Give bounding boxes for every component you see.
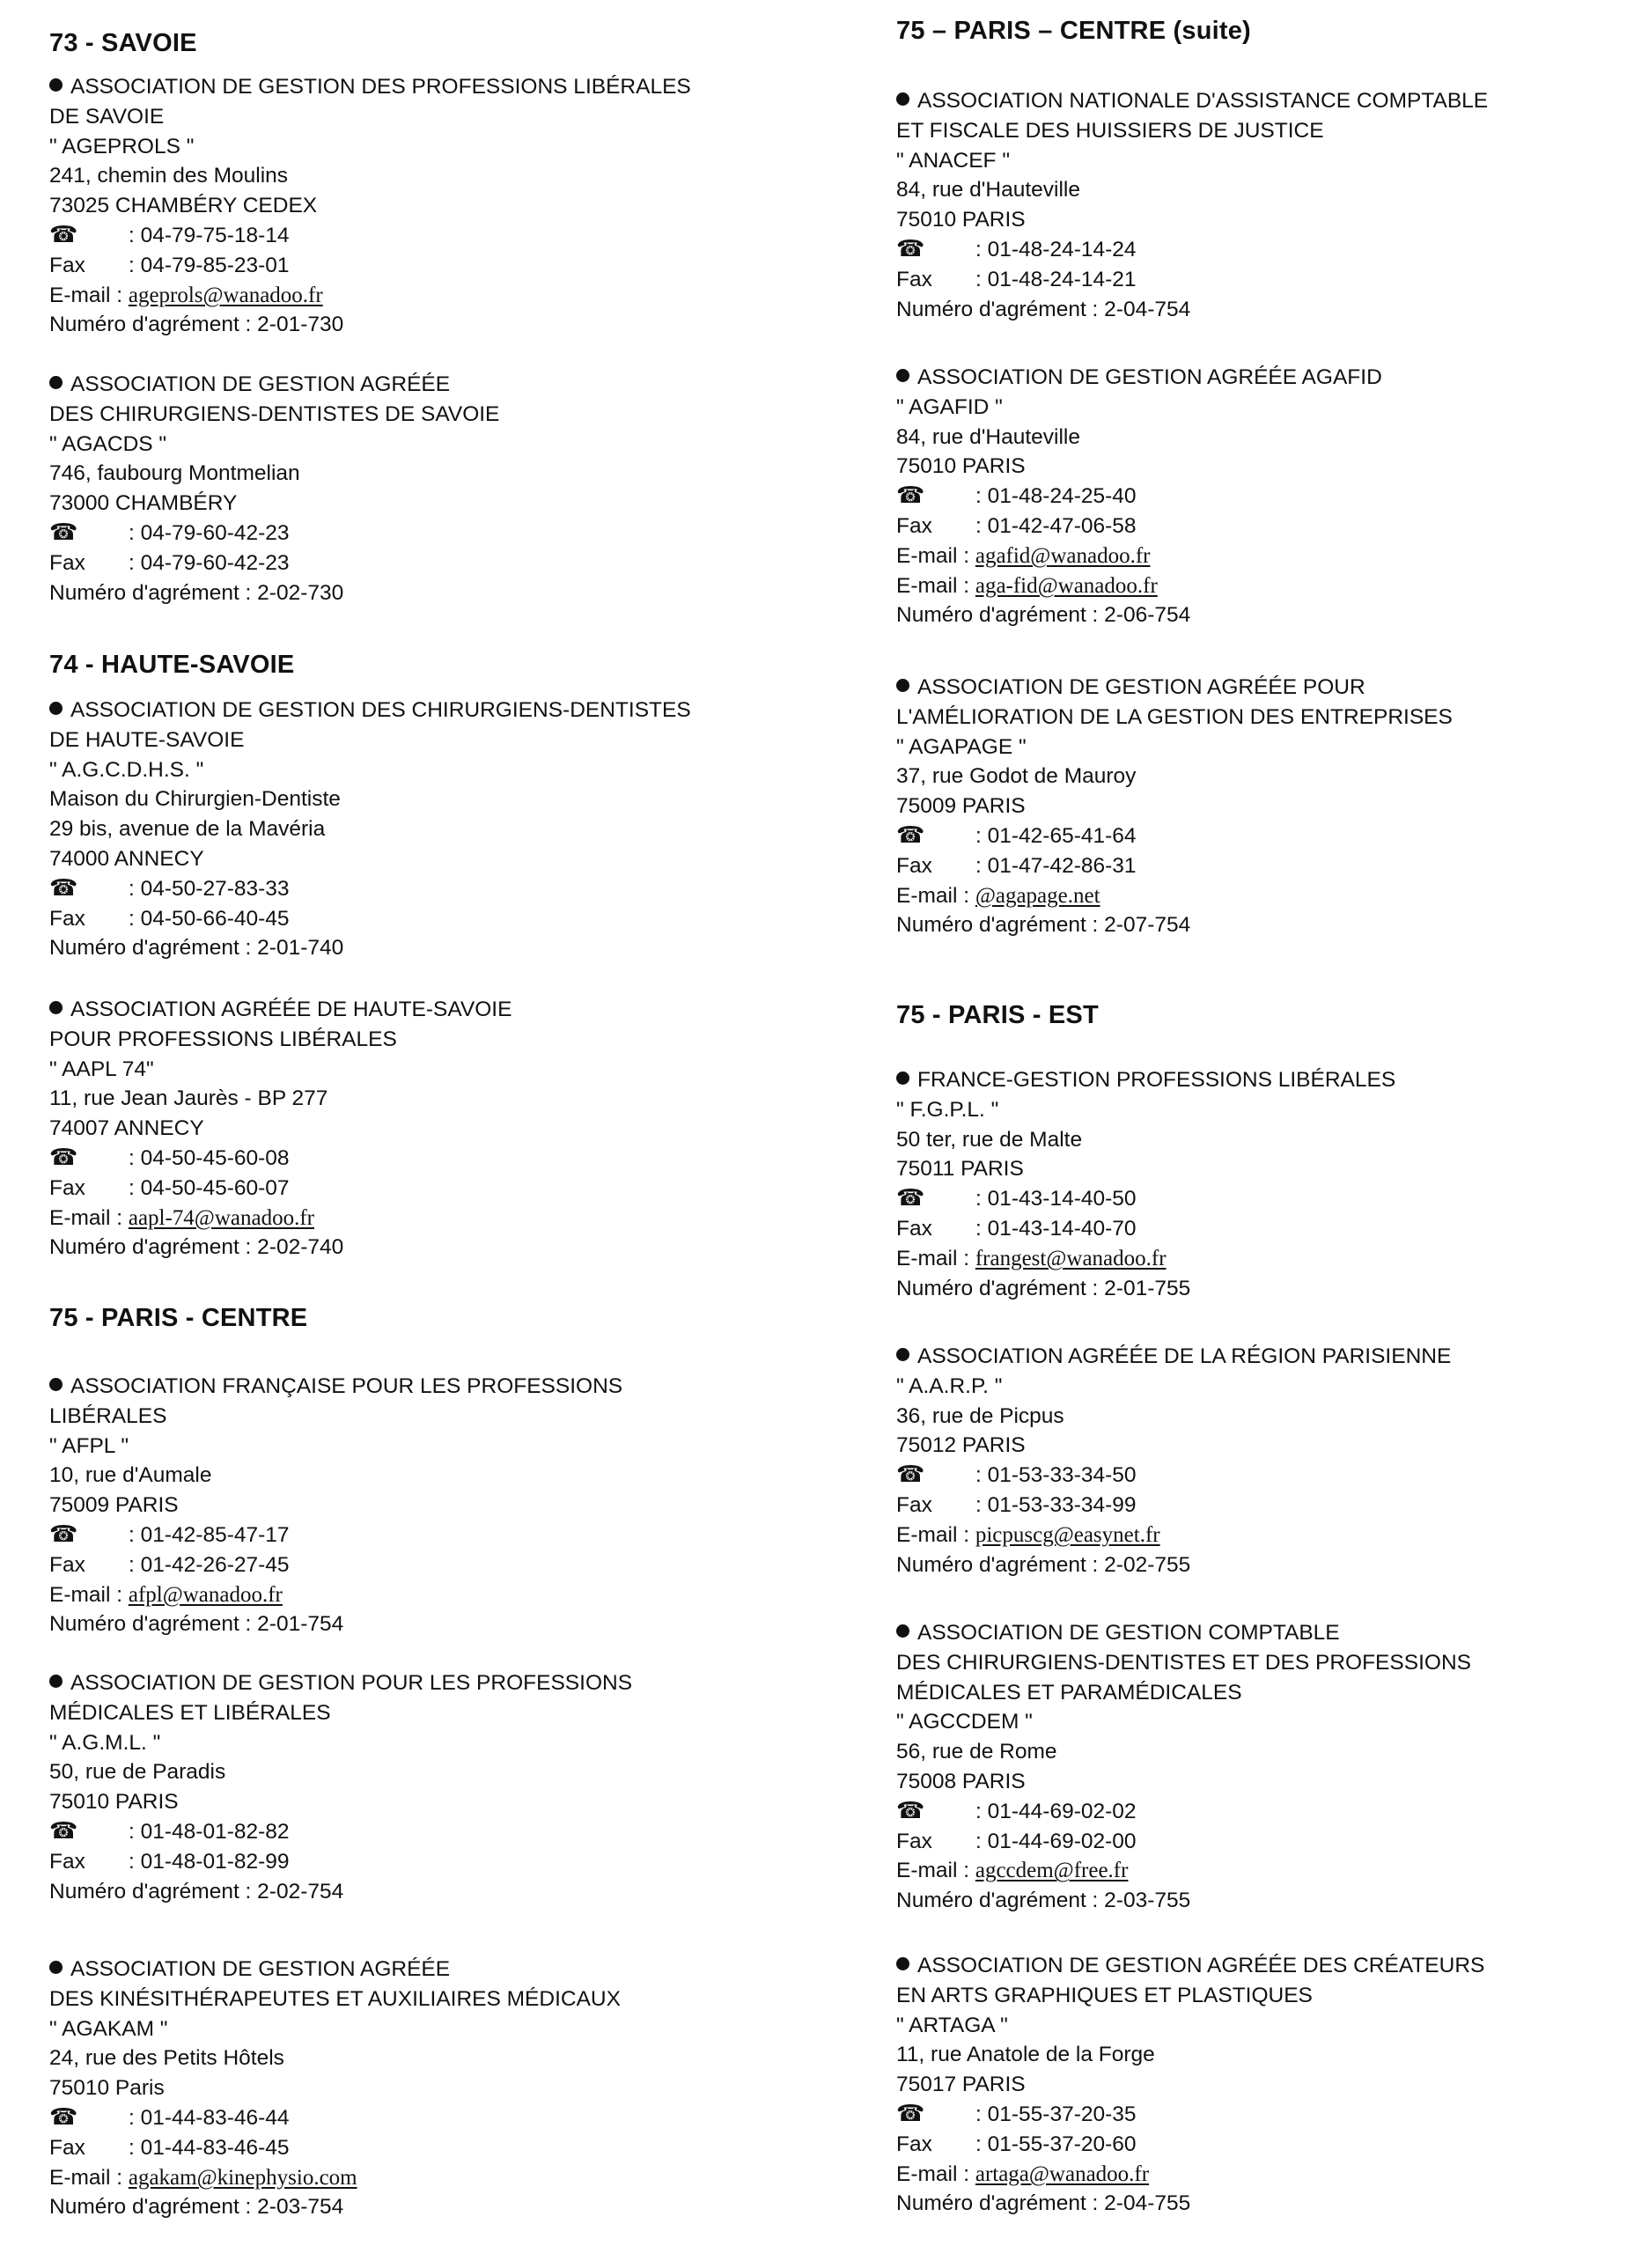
email-line: E-mail : aapl-74@wanadoo.fr bbox=[49, 1205, 314, 1230]
email-line: E-mail : afpl@wanadoo.fr bbox=[49, 1582, 283, 1607]
approval-line: Numéro d'agrément : 2-04-755 bbox=[896, 2191, 1191, 2216]
approval-number: 2-02-730 bbox=[257, 580, 344, 605]
phone-number: 04-50-45-60-08 bbox=[140, 1145, 290, 1170]
approval-line: Numéro d'agrément : 2-01-740 bbox=[49, 936, 344, 961]
entry-artaga bbox=[896, 1951, 1484, 2219]
address-line: 84, rue d'Hauteville bbox=[896, 424, 1080, 449]
bullet-icon bbox=[49, 1378, 63, 1391]
bullet-icon bbox=[896, 369, 909, 382]
entry-agacds bbox=[49, 370, 499, 608]
telephone-icon: ☎ bbox=[49, 1143, 78, 1170]
approval-number: 2-01-754 bbox=[257, 1612, 344, 1637]
approval-number: 2-07-754 bbox=[1104, 913, 1191, 938]
email-line: E-mail : agafid@wanadoo.fr bbox=[896, 543, 1151, 568]
phone-line: ☎ : 01-44-83-46-44 bbox=[49, 2102, 290, 2130]
entry-name-line: ASSOCIATION FRANÇAISE POUR LES PROFESSIONS bbox=[49, 1372, 622, 1402]
telephone-icon: ☎ bbox=[49, 518, 78, 545]
fax-line: Fax : 04-79-60-42-23 bbox=[49, 550, 290, 575]
phone-line: ☎ : 01-44-69-02-02 bbox=[896, 1796, 1137, 1823]
entry-name-line: ET FISCALE DES HUISSIERS DE JUSTICE bbox=[896, 118, 1324, 143]
phone-line: ☎ : 01-43-14-40-50 bbox=[896, 1184, 1137, 1211]
entry-name-line: ASSOCIATION NATIONALE D'ASSISTANCE COMPTABLE bbox=[896, 86, 1488, 116]
telephone-icon: ☎ bbox=[49, 2102, 78, 2130]
approval-line: Numéro d'agrément : 2-01-754 bbox=[49, 1612, 344, 1637]
telephone-icon: ☎ bbox=[896, 1796, 925, 1823]
address-line: 37, rue Godot de Mauroy bbox=[896, 764, 1137, 789]
entry-name-line: L'AMÉLIORATION DE LA GESTION DES ENTREPRISES bbox=[896, 704, 1453, 729]
phone-line: ☎ : 01-48-24-25-40 bbox=[896, 482, 1137, 509]
telephone-icon: ☎ bbox=[49, 1816, 78, 1844]
email-link[interactable]: agafid@wanadoo.fr bbox=[975, 543, 1151, 568]
entry-agafid bbox=[896, 363, 1382, 630]
entry-name-line: ASSOCIATION DE GESTION COMPTABLE bbox=[896, 1618, 1471, 1648]
email-line: E-mail : agccdem@free.fr bbox=[896, 1859, 1129, 1883]
fax-number: 01-53-33-34-99 bbox=[987, 1492, 1137, 1517]
approval-number: 2-06-754 bbox=[1104, 603, 1191, 628]
address-line: 75010 PARIS bbox=[896, 454, 1026, 479]
address-line: 73025 CHAMBÉRY CEDEX bbox=[49, 194, 318, 218]
entry-agapage bbox=[896, 673, 1453, 940]
fax-number: 01-42-26-27-45 bbox=[140, 1552, 290, 1577]
entry-acronym: " AAPL 74" bbox=[49, 1057, 154, 1081]
email-link[interactable]: agakam@kinephysio.com bbox=[128, 2165, 357, 2190]
email-link[interactable]: ageprols@wanadoo.fr bbox=[128, 283, 323, 307]
entry-name-line: LIBÉRALES bbox=[49, 1403, 167, 1428]
address-line: 75012 PARIS bbox=[896, 1433, 1026, 1458]
address-line: 50 ter, rue de Malte bbox=[896, 1127, 1083, 1152]
fax-line: Fax : 04-50-45-60-07 bbox=[49, 1175, 290, 1200]
fax-line: Fax : 04-50-66-40-45 bbox=[49, 906, 290, 931]
phone-number: 04-79-75-18-14 bbox=[140, 223, 290, 247]
approval-line: Numéro d'agrément : 2-03-754 bbox=[49, 2195, 344, 2220]
entry-acronym: " AGEPROLS " bbox=[49, 134, 195, 158]
email-link[interactable]: artaga@wanadoo.fr bbox=[975, 2161, 1150, 2186]
entry-agccdem bbox=[896, 1618, 1471, 1916]
entry-name-line: FRANCE-GESTION PROFESSIONS LIBÉRALES bbox=[896, 1065, 1395, 1095]
address-line: Maison du Chirurgien-Dentiste bbox=[49, 787, 341, 812]
fax-line: Fax : 01-47-42-86-31 bbox=[896, 853, 1137, 878]
telephone-icon: ☎ bbox=[896, 234, 925, 261]
entry-acronym: " AGAFID " bbox=[896, 394, 1003, 419]
entry-fgpl bbox=[896, 1065, 1395, 1303]
address-line: 11, rue Anatole de la Forge bbox=[896, 2043, 1155, 2067]
entry-anacef bbox=[896, 86, 1488, 324]
entry-name-line: ASSOCIATION DE GESTION POUR LES PROFESSIONS bbox=[49, 1668, 632, 1698]
fax-number: 01-44-83-46-45 bbox=[140, 2135, 290, 2160]
fax-line: Fax : 01-48-01-82-99 bbox=[49, 1849, 290, 1874]
address-line: 241, chemin des Moulins bbox=[49, 164, 289, 188]
phone-number: 01-44-83-46-44 bbox=[140, 2105, 290, 2130]
telephone-icon: ☎ bbox=[896, 2099, 925, 2126]
entry-acronym: " ANACEF " bbox=[896, 148, 1011, 173]
fax-line: Fax : 01-44-69-02-00 bbox=[896, 1829, 1137, 1853]
email-line: E-mail : picpuscg@easynet.fr bbox=[896, 1522, 1160, 1547]
phone-line: ☎ : 01-42-85-47-17 bbox=[49, 1520, 290, 1547]
approval-number: 2-01-730 bbox=[257, 313, 344, 337]
entry-name-line: ASSOCIATION AGRÉÉE DE LA RÉGION PARISIENNE bbox=[896, 1342, 1451, 1372]
address-line: 73000 CHAMBÉRY bbox=[49, 491, 238, 516]
phone-number: 04-79-60-42-23 bbox=[140, 520, 290, 545]
entry-agcdhs bbox=[49, 696, 691, 963]
fax-line: Fax : 01-42-26-27-45 bbox=[49, 1552, 290, 1577]
phone-line: ☎ : 01-48-24-14-24 bbox=[896, 234, 1137, 261]
phone-line: ☎ : 04-79-60-42-23 bbox=[49, 518, 290, 545]
address-line: 24, rue des Petits Hôtels bbox=[49, 2046, 284, 2071]
entry-name-line: ASSOCIATION DE GESTION AGRÉÉE DES CRÉATEURS bbox=[896, 1951, 1484, 1981]
entry-name-line: EN ARTS GRAPHIQUES ET PLASTIQUES bbox=[896, 1983, 1313, 2007]
entry-name-line: MÉDICALES ET PARAMÉDICALES bbox=[896, 1680, 1242, 1705]
entry-acronym: " F.G.P.L. " bbox=[896, 1097, 999, 1122]
section-heading-74: 74 - HAUTE-SAVOIE bbox=[49, 651, 295, 679]
bullet-icon bbox=[896, 1348, 909, 1361]
address-line: 29 bis, avenue de la Mavéria bbox=[49, 817, 326, 842]
address-line: 75010 PARIS bbox=[49, 1790, 179, 1815]
address-line: 75017 PARIS bbox=[896, 2073, 1026, 2097]
address-line: 74007 ANNECY bbox=[49, 1116, 204, 1141]
approval-line: Numéro d'agrément : 2-01-755 bbox=[896, 1276, 1191, 1300]
address-line: 84, rue d'Hauteville bbox=[896, 178, 1080, 202]
entry-acronym: " AGCCDEM " bbox=[896, 1710, 1033, 1734]
address-line: 75010 Paris bbox=[49, 2076, 165, 2101]
address-line: 56, rue de Rome bbox=[896, 1740, 1057, 1764]
approval-line: Numéro d'agrément : 2-02-755 bbox=[896, 1552, 1191, 1577]
email-line: E-mail : aga-fid@wanadoo.fr bbox=[896, 573, 1158, 598]
entry-acronym: " AFPL " bbox=[49, 1433, 129, 1458]
approval-number: 2-03-755 bbox=[1104, 1889, 1191, 1913]
address-line: 746, faubourg Montmelian bbox=[49, 461, 300, 486]
entry-name-line: ASSOCIATION AGRÉÉE DE HAUTE-SAVOIE bbox=[49, 995, 512, 1025]
approval-line: Numéro d'agrément : 2-04-754 bbox=[896, 297, 1191, 321]
fax-number: 04-79-85-23-01 bbox=[140, 253, 290, 277]
phone-number: 01-42-85-47-17 bbox=[140, 1522, 290, 1547]
bullet-icon bbox=[896, 1071, 909, 1085]
address-line: 74000 ANNECY bbox=[49, 846, 204, 871]
phone-line: ☎ : 04-50-45-60-08 bbox=[49, 1143, 290, 1170]
approval-line: Numéro d'agrément : 2-03-755 bbox=[896, 1889, 1191, 1913]
email-link[interactable]: aapl-74@wanadoo.fr bbox=[128, 1205, 314, 1230]
entry-acronym: " AGAKAM " bbox=[49, 2016, 168, 2041]
telephone-icon: ☎ bbox=[49, 873, 78, 901]
phone-line: ☎ : 01-48-01-82-82 bbox=[49, 1816, 290, 1844]
entry-name-line: ASSOCIATION DE GESTION DES CHIRURGIENS-DENTISTES bbox=[49, 696, 691, 725]
fax-line: Fax : 01-43-14-40-70 bbox=[896, 1216, 1137, 1241]
entry-acronym: " A.G.M.L. " bbox=[49, 1730, 161, 1755]
fax-line: Fax : 04-79-85-23-01 bbox=[49, 253, 290, 277]
telephone-icon: ☎ bbox=[49, 220, 78, 247]
address-line: 36, rue de Picpus bbox=[896, 1403, 1064, 1428]
approval-line: Numéro d'agrément : 2-07-754 bbox=[896, 913, 1191, 938]
fax-line: Fax : 01-44-83-46-45 bbox=[49, 2135, 290, 2160]
entry-name-line: ASSOCIATION DE GESTION AGRÉÉE bbox=[49, 370, 499, 400]
entry-name-line: MÉDICALES ET LIBÉRALES bbox=[49, 1700, 331, 1725]
approval-line: Numéro d'agrément : 2-01-730 bbox=[49, 313, 344, 337]
fax-number: 01-47-42-86-31 bbox=[987, 853, 1137, 878]
entry-afpl bbox=[49, 1372, 622, 1639]
telephone-icon: ☎ bbox=[896, 1461, 925, 1488]
address-line: 75009 PARIS bbox=[896, 794, 1026, 819]
entry-aarp bbox=[896, 1342, 1451, 1580]
phone-line: ☎ : 04-50-27-83-33 bbox=[49, 873, 290, 901]
entry-agml bbox=[49, 1668, 632, 1906]
fax-number: 01-48-24-14-21 bbox=[987, 267, 1137, 291]
fax-number: 04-50-45-60-07 bbox=[140, 1175, 290, 1200]
entry-name-line: DES CHIRURGIENS-DENTISTES DE SAVOIE bbox=[49, 401, 500, 426]
approval-number: 2-03-754 bbox=[257, 2195, 344, 2220]
fax-number: 01-55-37-20-60 bbox=[987, 2132, 1137, 2156]
phone-number: 01-44-69-02-02 bbox=[987, 1799, 1137, 1823]
entry-acronym: " ARTAGA " bbox=[896, 2013, 1008, 2037]
entry-name-line: DES CHIRURGIENS-DENTISTES ET DES PROFESSIONS bbox=[896, 1650, 1471, 1675]
approval-number: 2-04-754 bbox=[1104, 297, 1191, 321]
phone-line: ☎ : 01-42-65-41-64 bbox=[896, 821, 1137, 848]
email-line: E-mail : @agapage.net bbox=[896, 883, 1100, 908]
section-heading-73: 73 - SAVOIE bbox=[49, 29, 197, 57]
email-line: E-mail : frangest@wanadoo.fr bbox=[896, 1246, 1167, 1270]
email-link[interactable]: agccdem@free.fr bbox=[975, 1859, 1129, 1883]
approval-number: 2-02-755 bbox=[1104, 1552, 1191, 1577]
bullet-icon bbox=[49, 1675, 63, 1688]
approval-number: 2-02-754 bbox=[257, 1879, 344, 1904]
phone-line: ☎ : 01-55-37-20-35 bbox=[896, 2099, 1137, 2126]
phone-number: 01-43-14-40-50 bbox=[987, 1187, 1137, 1211]
telephone-icon: ☎ bbox=[896, 821, 925, 848]
fax-line: Fax : 01-42-47-06-58 bbox=[896, 513, 1137, 538]
approval-number: 2-01-740 bbox=[257, 936, 344, 961]
section-heading-75-est: 75 - PARIS - EST bbox=[896, 1001, 1099, 1029]
entry-name-line: DES KINÉSITHÉRAPEUTES ET AUXILIAIRES MÉDICAUX bbox=[49, 1986, 621, 2011]
approval-line: Numéro d'agrément : 2-02-730 bbox=[49, 580, 344, 605]
address-line: 50, rue de Paradis bbox=[49, 1760, 226, 1785]
phone-number: 04-50-27-83-33 bbox=[140, 876, 290, 901]
entry-acronym: " A.G.C.D.H.S. " bbox=[49, 757, 204, 782]
entry-ageprols bbox=[49, 72, 691, 340]
section-heading-75-centre-suite: 75 – PARIS – CENTRE (suite) bbox=[896, 17, 1251, 45]
entry-name-line: DE SAVOIE bbox=[49, 104, 165, 129]
entry-name-line: ASSOCIATION DE GESTION AGRÉÉE AGAFID bbox=[896, 363, 1382, 393]
email-line: E-mail : artaga@wanadoo.fr bbox=[896, 2161, 1150, 2186]
fax-number: 04-50-66-40-45 bbox=[140, 906, 290, 931]
entry-agakam bbox=[49, 1955, 621, 2222]
email-link[interactable]: @agapage.net bbox=[975, 883, 1100, 908]
fax-line: Fax : 01-53-33-34-99 bbox=[896, 1492, 1137, 1517]
address-line: 75009 PARIS bbox=[49, 1493, 179, 1518]
address-line: 11, rue Jean Jaurès - BP 277 bbox=[49, 1086, 328, 1111]
address-line: 10, rue d'Aumale bbox=[49, 1463, 212, 1488]
email-line: E-mail : ageprols@wanadoo.fr bbox=[49, 283, 323, 307]
fax-line: Fax : 01-55-37-20-60 bbox=[896, 2132, 1137, 2156]
email-line: E-mail : agakam@kinephysio.com bbox=[49, 2165, 357, 2190]
approval-line: Numéro d'agrément : 2-02-740 bbox=[49, 1235, 344, 1260]
email-link-secondary[interactable]: aga-fid@wanadoo.fr bbox=[975, 573, 1158, 598]
address-line: 75008 PARIS bbox=[896, 1769, 1026, 1793]
fax-number: 01-43-14-40-70 bbox=[987, 1216, 1137, 1241]
fax-number: 01-44-69-02-00 bbox=[987, 1829, 1137, 1853]
phone-number: 01-55-37-20-35 bbox=[987, 2102, 1137, 2126]
phone-number: 01-48-01-82-82 bbox=[140, 1819, 290, 1844]
phone-number: 01-42-65-41-64 bbox=[987, 823, 1137, 848]
bullet-icon bbox=[49, 78, 63, 92]
approval-number: 2-04-755 bbox=[1104, 2191, 1191, 2216]
fax-number: 01-42-47-06-58 bbox=[987, 513, 1137, 538]
email-link[interactable]: frangest@wanadoo.fr bbox=[975, 1246, 1167, 1270]
phone-number: 01-48-24-25-40 bbox=[987, 484, 1137, 509]
entry-name-line: ASSOCIATION DE GESTION DES PROFESSIONS LIBÉRALES bbox=[49, 72, 691, 102]
bullet-icon bbox=[49, 376, 63, 389]
bullet-icon bbox=[49, 702, 63, 715]
entry-name-line: DE HAUTE-SAVOIE bbox=[49, 727, 245, 752]
bullet-icon bbox=[896, 1624, 909, 1638]
bullet-icon bbox=[896, 92, 909, 106]
entry-name-line: ASSOCIATION DE GESTION AGRÉÉE POUR bbox=[896, 673, 1453, 703]
email-link[interactable]: picpuscg@easynet.fr bbox=[975, 1522, 1160, 1547]
telephone-icon: ☎ bbox=[896, 482, 925, 509]
fax-number: 04-79-60-42-23 bbox=[140, 550, 290, 575]
entry-name-line: POUR PROFESSIONS LIBÉRALES bbox=[49, 1027, 397, 1051]
phone-number: 01-53-33-34-50 bbox=[987, 1463, 1137, 1488]
fax-line: Fax : 01-48-24-14-21 bbox=[896, 267, 1137, 291]
section-heading-75-centre: 75 - PARIS - CENTRE bbox=[49, 1304, 308, 1332]
bullet-icon bbox=[896, 1957, 909, 1970]
phone-line: ☎ : 01-53-33-34-50 bbox=[896, 1461, 1137, 1488]
address-line: 75010 PARIS bbox=[896, 208, 1026, 232]
entry-acronym: " A.A.R.P. " bbox=[896, 1373, 1003, 1398]
telephone-icon: ☎ bbox=[896, 1184, 925, 1211]
bullet-icon bbox=[49, 1001, 63, 1014]
entry-acronym: " AGACDS " bbox=[49, 431, 167, 456]
address-line: 75011 PARIS bbox=[896, 1157, 1024, 1182]
approval-line: Numéro d'agrément : 2-02-754 bbox=[49, 1879, 344, 1904]
fax-number: 01-48-01-82-99 bbox=[140, 1849, 290, 1874]
email-link[interactable]: afpl@wanadoo.fr bbox=[128, 1582, 283, 1607]
bullet-icon bbox=[896, 679, 909, 692]
approval-line: Numéro d'agrément : 2-06-754 bbox=[896, 603, 1191, 628]
approval-number: 2-01-755 bbox=[1104, 1276, 1191, 1300]
bullet-icon bbox=[49, 1961, 63, 1974]
entry-acronym: " AGAPAGE " bbox=[896, 734, 1027, 759]
entry-name-line: ASSOCIATION DE GESTION AGRÉÉE bbox=[49, 1955, 621, 1984]
phone-number: 01-48-24-14-24 bbox=[987, 237, 1137, 261]
approval-number: 2-02-740 bbox=[257, 1235, 344, 1260]
entry-aapl74 bbox=[49, 995, 512, 1263]
telephone-icon: ☎ bbox=[49, 1520, 78, 1547]
phone-line: ☎ : 04-79-75-18-14 bbox=[49, 220, 290, 247]
